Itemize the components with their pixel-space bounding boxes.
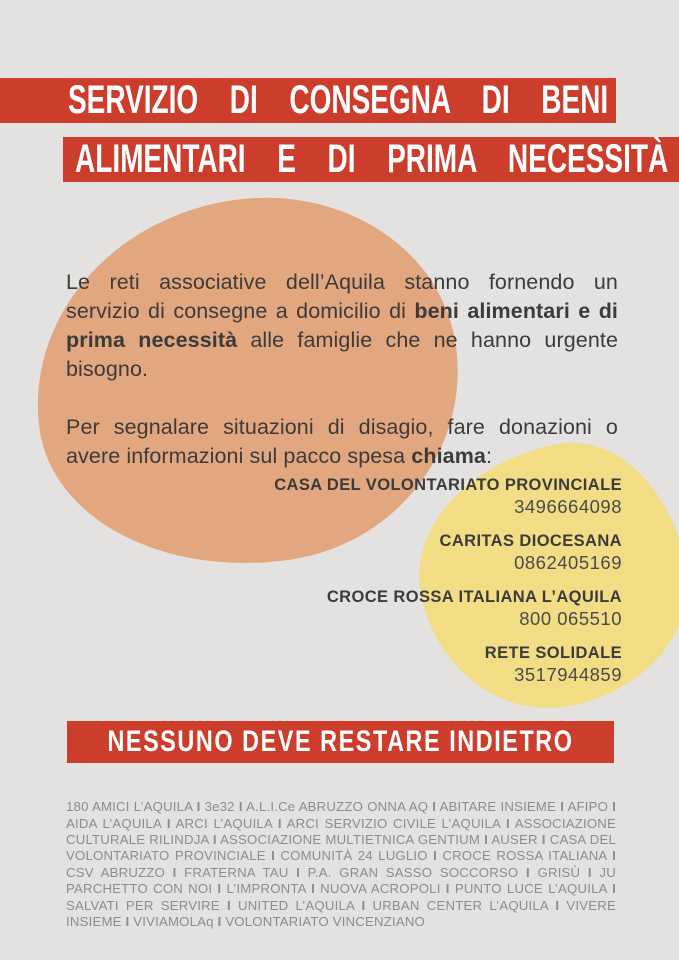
contact-name: CARITAS DIOCESANA bbox=[439, 532, 622, 550]
organization-item: JU PARCHETTO CON NOI bbox=[66, 864, 616, 897]
contact-phone: 3496664098 bbox=[514, 496, 622, 517]
organization-item: VIVERE INSIEME bbox=[66, 897, 616, 930]
organizations-list bbox=[66, 799, 616, 930]
separator: I bbox=[238, 799, 243, 815]
contact-entry bbox=[274, 642, 622, 685]
organization-item: SALVATI PER SERVIRE bbox=[66, 897, 220, 913]
separator: I bbox=[526, 864, 530, 880]
organization-item: URBAN CENTER L’AQUILA bbox=[372, 897, 549, 913]
separator: I bbox=[361, 897, 366, 913]
organization-item: PUNTO LUCE L’AQUILA bbox=[454, 881, 607, 897]
cta-text-end: : bbox=[486, 443, 493, 468]
cta-paragraph bbox=[66, 413, 618, 471]
separator: I bbox=[217, 881, 222, 897]
contact-name: CROCE ROSSA ITALIANA L’AQUILA bbox=[326, 588, 622, 606]
organization-item: NUOVA ACROPOLI bbox=[320, 881, 441, 897]
organization-item: AUSER bbox=[491, 832, 538, 847]
contact-entry bbox=[274, 586, 622, 629]
organization-item: AFIPO bbox=[567, 799, 609, 815]
separator: I bbox=[505, 815, 510, 831]
contact-phone: 800 065510 bbox=[519, 608, 622, 629]
organization-item: AIDA L’AQUILA bbox=[66, 815, 162, 831]
separator: I bbox=[587, 864, 592, 880]
intro-text-end: alle famiglie che ne hanno urgente bisogno. bbox=[66, 327, 619, 381]
organization-item: ASSOCIAZIONE MULTIETNICA GENTIUM bbox=[220, 832, 481, 847]
title-line2-text: ALIMENTARI E DI PRIMA NECESSITÀ bbox=[75, 137, 669, 181]
organization-item: ABITARE INSIEME bbox=[439, 799, 557, 815]
organization-item: P.A. GRAN SASSO SOCCORSO bbox=[307, 864, 519, 880]
separator: I bbox=[212, 832, 217, 847]
separator: I bbox=[311, 881, 315, 897]
separator: I bbox=[433, 848, 437, 864]
organization-item: CROCE ROSSA ITALIANA bbox=[442, 848, 607, 864]
contact-phone: 3517944859 bbox=[514, 664, 622, 685]
intro-text-bold: beni alimentari e di prima necessità bbox=[66, 298, 618, 352]
organization-item: VIVIAMOLAq bbox=[133, 914, 214, 930]
organization-item: CSV ABRUZZO bbox=[66, 864, 166, 880]
contact-phone: 0862405169 bbox=[514, 552, 622, 573]
title-banner-line1 bbox=[0, 78, 616, 123]
contact-name: RETE SOLIDALE bbox=[484, 644, 622, 662]
intro-paragraph bbox=[66, 268, 618, 384]
separator: I bbox=[196, 799, 201, 815]
separator: I bbox=[484, 832, 488, 847]
contact-entry bbox=[274, 530, 622, 573]
organization-item: COMUNITÀ 24 LUGLIO bbox=[280, 848, 428, 864]
organization-item: 3e32 bbox=[204, 799, 235, 815]
slogan-banner bbox=[67, 721, 614, 763]
separator: I bbox=[541, 832, 546, 847]
separator: I bbox=[277, 815, 282, 831]
organization-item: ARCI L’AQUILA bbox=[175, 815, 273, 831]
separator: I bbox=[432, 799, 437, 815]
cta-text-start: Per segnalare situazioni di disagio, fare donazioni o avere informazioni sul pacco spesa bbox=[66, 414, 618, 468]
cta-text-bold: chiama bbox=[411, 443, 486, 468]
separator: I bbox=[125, 914, 130, 930]
organization-item: FRATERNA TAU bbox=[184, 864, 289, 880]
organization-item: ASSOCIAZIONE CULTURALE RILINDJA bbox=[66, 815, 617, 847]
contact-entry bbox=[274, 474, 622, 517]
organization-item: GRISÙ bbox=[537, 864, 581, 880]
separator: I bbox=[296, 864, 300, 880]
organization-item: CASA DEL VOLONTARIATO PROVINCIALE bbox=[66, 832, 616, 864]
intro-text-start: Le reti associative dell’Aquila stanno fornendo un servizio di consegne a domicilio di bbox=[66, 269, 618, 323]
separator: I bbox=[217, 914, 222, 930]
title-banner-line2 bbox=[63, 137, 679, 182]
organization-item: ARCI SERVIZIO CIVILE L’AQUILA bbox=[286, 815, 501, 831]
title-line1-text: SERVIZIO DI CONSEGNA DI BENI bbox=[68, 78, 609, 122]
organization-item: UNITED L’AQUILA bbox=[238, 897, 355, 913]
separator: I bbox=[560, 799, 565, 815]
separator: I bbox=[445, 881, 450, 897]
separator: I bbox=[172, 864, 177, 880]
separator: I bbox=[612, 799, 617, 815]
organization-item: 180 AMICI L’AQUILA bbox=[66, 799, 193, 815]
slogan-text: NESSUNO DEVE RESTARE INDIETRO bbox=[107, 725, 574, 758]
contact-name: CASA DEL VOLONTARIATO PROVINCIALE bbox=[274, 476, 622, 494]
organization-item: L’IMPRONTA bbox=[226, 881, 306, 897]
separator: I bbox=[271, 848, 276, 864]
separator: I bbox=[555, 897, 560, 913]
organization-item: VOLONTARIATO VINCENZIANO bbox=[225, 914, 426, 930]
separator: I bbox=[166, 815, 171, 831]
contacts-list bbox=[274, 474, 622, 698]
separator: I bbox=[612, 881, 616, 897]
separator: I bbox=[612, 848, 616, 864]
separator: I bbox=[226, 897, 231, 913]
organization-item: A.L.I.Ce ABRUZZO ONNA AQ bbox=[246, 799, 429, 815]
